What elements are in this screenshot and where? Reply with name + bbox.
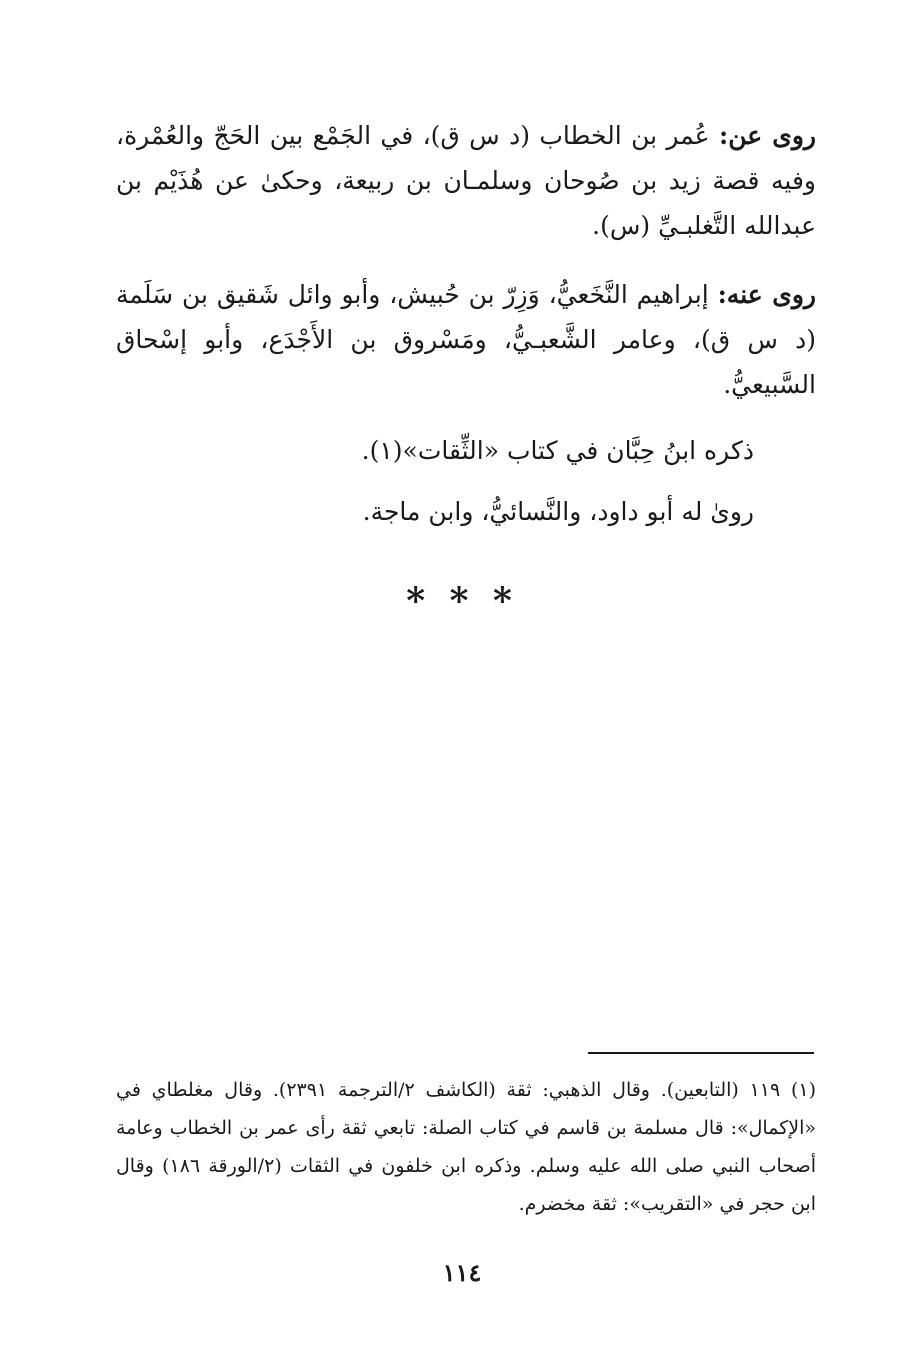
page-number: ١١٤ (442, 1258, 482, 1287)
narrated-by-label: روى عنه: (717, 280, 817, 309)
narrated-from-text: عُمر بن الخطاب (د س ق)، في الجَمْع بين الحَجّ والعُمْرة، وفيه قصة زيد بن صُوحان وسلمـان بن ربيعة، وحكىٰ عن هُذَيْم بن عبدالله التَّغلبـيِّ (س). (116, 121, 816, 240)
narrated-from-paragraph (116, 113, 816, 248)
ibn-hibban-line: ذكره ابنُ حِبَّان في كتاب «الثِّقات»(١). (361, 436, 754, 465)
narrated-for-line: روىٰ له أبو داود، والنَّسائيُّ، وابن ماجة. (362, 497, 754, 526)
section-separator: * * * (406, 580, 518, 622)
narrated-by-text: إبراهيم النَّخَعيُّ، وَزِرّ بن حُبيش، وأبو وائل شَقيق بن سَلَمة (د س ق)، وعامر الشَّعبـيُّ، ومَسْروق بن الأَجْدَع، وأبو إسْحاق السَّبيعيُّ. (116, 280, 816, 399)
footnote-1: (١) ١١٩ (التابعين). وقال الذهبي: ثقة (الكاشف ٢/الترجمة ٢٣٩١). وقال مغلطاي في «الإكمال»: قال مسلمة بن قاسم في كتاب الصلة: تابعي ثقة رأى عمر بن الخطاب وعامة أصحاب النبي صلى الله عليه وسلم. وذكره ابن خلفون في الثقات (٢/الورقة ١٨٦) وقال ابن حجر في «التقريب»: ثقة مخضرم. (116, 1079, 816, 1215)
narrated-by-paragraph (116, 272, 816, 407)
narrated-from-label: روى عن: (718, 121, 816, 150)
footnote-divider (588, 1052, 814, 1054)
